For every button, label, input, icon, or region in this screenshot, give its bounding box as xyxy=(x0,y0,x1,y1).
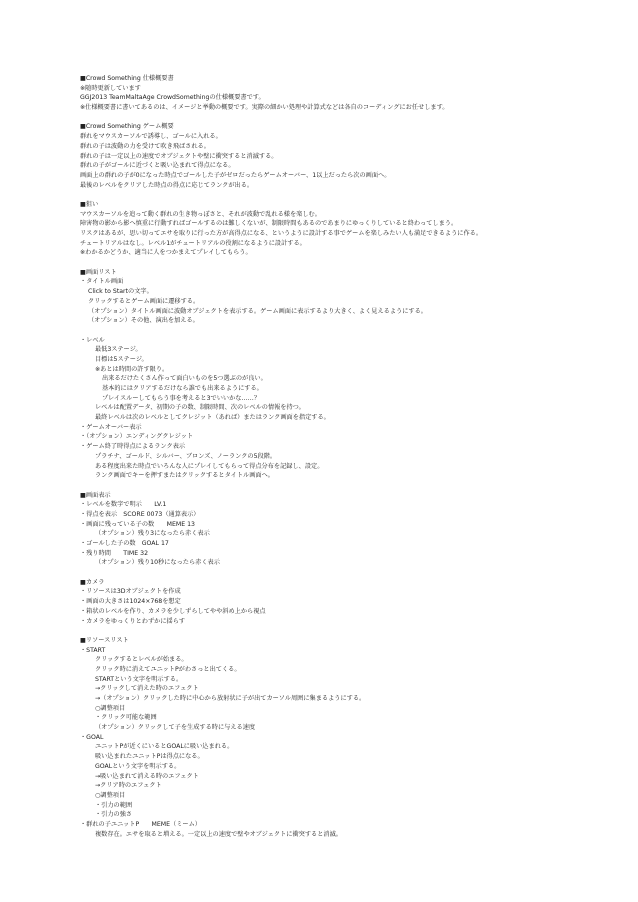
text-line: ・カメラをゆっくりとわずかに揺らす xyxy=(80,617,186,625)
section-heading: ■画面表示 xyxy=(80,491,111,499)
text-line: ・レベル xyxy=(80,336,105,344)
text-line xyxy=(80,326,620,336)
text-line: ○調整項目 xyxy=(95,704,126,712)
text-line: ・引力の範囲 xyxy=(95,801,133,809)
text-line: →吸い込まれて消える時のエフェクト xyxy=(95,772,199,780)
text-line: リスクはあるが、思い切ってエサを取りに行った方が高得点になる、というように設計する事でゲームを楽しみたい人も満足できるように作る。 xyxy=(80,230,483,237)
text-line: →クリア時のエフェクト xyxy=(95,782,162,790)
text-line: 群れの子は一定以上の速度でオブジェクトや壁に衝突すると消滅する。 xyxy=(80,152,278,160)
text-line: レベルは配置データ、初期の子の数、制限時間、次のレベルの情報を持つ。 xyxy=(95,404,305,412)
text-line: ・レベルを数字で明示 LV.1 xyxy=(80,501,167,509)
section-spacer xyxy=(80,113,620,123)
text-line: →（オプション）クリックした時に中心から放射状に子が出てカーソル周囲に集まるようにする。 xyxy=(95,695,366,702)
text-line: ○調整項目 xyxy=(95,791,126,799)
section-heading: ■Crowd Something ゲーム概要 xyxy=(80,123,174,131)
text-line: （オプション）クリックして子を生成する時に与える速度 xyxy=(95,724,256,732)
text-line: プレイスルーしてもらう事を考えると3でいいかな……？ xyxy=(102,394,261,402)
text-line: →クリックして消えた時のエフェクト xyxy=(95,685,199,693)
document-body xyxy=(80,74,620,839)
text-line: チュートリアルはなし。レベル1がチュートリアルの役割になるように設計する。 xyxy=(80,239,306,247)
text-line: （オプション）その他、演出を加える。 xyxy=(88,317,199,325)
text-line: ※わかるかどうか、適当に人をつかまえてプレイしてもらう。 xyxy=(80,249,252,257)
text-line: ※随時更新しています xyxy=(80,84,141,92)
text-line: ・クリック可能な範囲 xyxy=(95,714,157,722)
section-heading: ■Crowd Something 仕様概要書 xyxy=(80,75,174,82)
text-line: プラチナ、ゴールド、シルバー、ブロンズ、ノーランクの5段階。 xyxy=(95,452,277,460)
text-line: （オプション）タイトル画面に波動オブジェクトを表示する。ゲーム画面に表示するより大きく、よく見えるようにする。 xyxy=(88,307,427,315)
section-aim xyxy=(80,200,620,258)
text-line: マウスカーソルを追って動く群れの生き物っぽさと、それが波動で乱れる様を楽しむ。 xyxy=(80,210,321,218)
text-line: ランク画面でキーを押すまたはクリックするとタイトル画面へ。 xyxy=(95,472,274,480)
text-line: GOALという文字を明示する。 xyxy=(95,762,181,770)
text-line: ・リソースは3Dオブジェクトを作成 xyxy=(80,588,181,596)
text-line: ・画面に残っている子の数 MEME 13 xyxy=(80,520,195,528)
text-line: 基本的にはクリアするだけなら誰でも出来るようにする。 xyxy=(102,385,263,392)
text-line: クリックするとレベルが始まる。 xyxy=(95,656,188,664)
text-line: ・残り時間 TIME 32 xyxy=(80,549,149,557)
text-line: ※仕様概要書に書いてあるのは、イメージと挙動の概要です。実際の細かい処理や計算式などは各自のコーディングにお任せします。 xyxy=(80,104,449,112)
text-line: ・箱状のレベルを作り、カメラを少しずらしてやや斜め上から視点 xyxy=(80,607,266,615)
text-line: 吸い込まれたユニットPは得点になる。 xyxy=(95,753,204,761)
section-heading: ■リソースリスト xyxy=(80,636,129,644)
text-line: ユニットPが近くにいるとGOALに吸い込まれる。 xyxy=(95,743,234,751)
text-line: ※あとは時間の許す限り。 xyxy=(95,365,169,373)
text-line: ・GOAL xyxy=(80,733,104,741)
section-spacer xyxy=(80,258,620,268)
text-line: ・引力の強さ xyxy=(95,811,133,819)
section-camera xyxy=(80,578,620,626)
text-line: 群れをマウスカーソルで誘導し、ゴールに入れる。 xyxy=(80,133,222,141)
section-game-overview xyxy=(80,122,620,190)
section-screen-display xyxy=(80,491,620,569)
section-spacer xyxy=(80,568,620,578)
text-line: ・群れの子ユニットP MEME（ミーム） xyxy=(80,820,201,828)
text-line: クリック時に消えてユニットPがわさっと出てくる。 xyxy=(95,665,241,673)
text-line: 最終レベルは次のレベルとしてクレジット（あれば）またはランク画面を指定する。 xyxy=(95,414,330,422)
text-line: （オプション）残り3になったら赤く表示 xyxy=(95,530,210,538)
section-spacer xyxy=(80,626,620,636)
text-line: STARTという文字を明示する。 xyxy=(95,675,183,683)
text-line: 群れの子は波動の力を受けて吹き飛ばされる。 xyxy=(80,142,210,150)
text-line: ・ゴールした子の数 GOAL 17 xyxy=(80,540,169,547)
section-spacer xyxy=(80,481,620,491)
text-line: 最後のレベルをクリアした時点の得点に応じてランクが出る。 xyxy=(80,181,254,189)
text-line: クリックするとゲーム画面に遷移する。 xyxy=(88,297,200,305)
text-line: ・画面の大きさは1024×768を想定 xyxy=(80,598,181,606)
text-line: ある程度出来た時点でいろんな人にプレイしてもらって得点分布を記録し、設定。 xyxy=(95,462,324,470)
section-heading: ■カメラ xyxy=(80,578,105,586)
text-line: GGJ2013 TeamMaltaAge CrowdSomethingの仕様概要書です。 xyxy=(80,94,265,102)
text-line: 目標は5ステージ。 xyxy=(95,355,148,363)
text-line: 複数存在。エサを取ると増える。一定以上の速度で壁やオブジェクトに衝突すると消滅。 xyxy=(95,830,342,838)
section-screen-list xyxy=(80,268,620,481)
text-line: ・（オプション）エンディングクレジット xyxy=(80,433,194,441)
section-heading: ■画面リスト xyxy=(80,268,117,276)
section-spacer xyxy=(80,190,620,200)
text-line: Click to Startの文字。 xyxy=(88,288,153,296)
text-line: ・START xyxy=(80,646,106,654)
text-line: ・得点を表示 SCORE 0073（通算表示） xyxy=(80,510,200,518)
text-line: 群れの子がゴールに近づくと吸い込まれて得点になる。 xyxy=(80,162,235,170)
text-line: ・ゲーム終了時得点によるランク表示 xyxy=(80,443,186,451)
text-line: 最低3ステージ。 xyxy=(95,346,142,354)
text-line: 画面上の群れの子が0になった時点でゴールした子がゼロだったらゲームオーバー、1以上だったら次の画面へ。 xyxy=(80,171,391,179)
text-line: ・ゲームオーバー表示 xyxy=(80,423,142,431)
section-header xyxy=(80,74,620,113)
section-resource-list xyxy=(80,636,620,839)
text-line: （オプション）残り10秒になったら赤く表示 xyxy=(95,559,220,567)
section-heading: ■狙い xyxy=(80,200,99,208)
text-line: ・タイトル画面 xyxy=(80,278,124,286)
text-line: 障害物の影から影へ慎重に行動すればゴールするのは難しくないが、制限時間もあるのであまりにゆっくりしていると終わってしまう。 xyxy=(80,220,458,228)
text-line: 出来るだけたくさん作って面白いものを5つ選ぶのが良い。 xyxy=(102,375,267,383)
